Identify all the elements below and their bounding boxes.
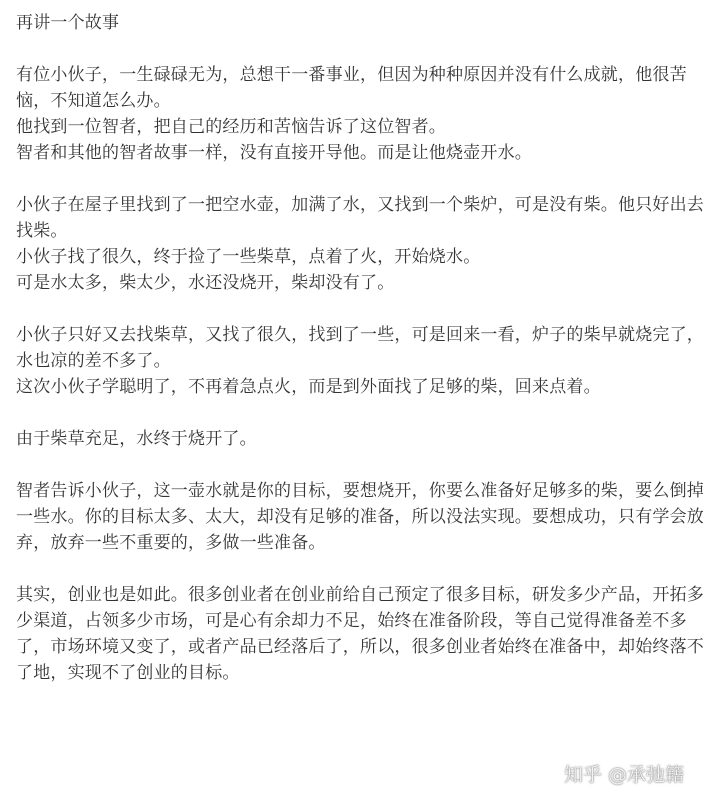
paragraph-gap (16, 296, 710, 322)
paragraph-line: 这次小伙子学聪明了，不再着急点火，而是到外面找了足够的柴，回来点着。 (16, 377, 601, 397)
paragraph-line: 可是水太多，柴太少，水还没烧开，柴却没有了。 (16, 273, 395, 293)
paragraph-gap (16, 400, 710, 426)
zhihu-watermark: 知乎 @承弛籍 (564, 764, 685, 786)
paragraph-line: 他找到一位智者，把自己的经历和苦恼告诉了这位智者。 (16, 117, 446, 137)
paragraph-line: 智者和其他的智者故事一样，没有直接开导他。而是让他烧壶开水。 (16, 143, 532, 163)
paragraph-gap (16, 556, 710, 582)
paragraph-line: 其实，创业也是如此。很多创业者在创业前给自己预定了很多目标，研发多少产品，开拓多少渠道，占领多少市场，可是心有余却力不足，始终在准备阶段，等自己觉得准备差不多了，市场环境又变了，或者产品已经落后了，所以，很多创业者始终在准备中，却始终落不了地，实现不了创业的目标。 (16, 585, 704, 683)
paragraph-line: 小伙子在屋子里找到了一把空水壶，加满了水，又找到一个柴炉，可是没有柴。他只好出去找柴。 (16, 195, 704, 241)
paragraph-line: 小伙子只好又去找柴草，又找了很久，找到了一些，可是回来一看，炉子的柴早就烧完了，水也凉的差不多了。 (16, 325, 704, 371)
paragraph-gap (16, 36, 710, 62)
paragraph-gap (16, 452, 710, 478)
article-body (16, 10, 710, 686)
paragraph-gap (16, 166, 710, 192)
article-title: 再讲一个故事 (16, 13, 120, 33)
paragraph-line: 小伙子找了很久，终于捡了一些柴草，点着了火，开始烧水。 (16, 247, 481, 267)
paragraph-line: 由于柴草充足，水终于烧开了。 (16, 429, 257, 449)
paragraph-line: 智者告诉小伙子，这一壶水就是你的目标，要想烧开，你要么准备好足够多的柴，要么倒掉一些水。你的目标太多、太大，却没有足够的准备，所以没法实现。要想成功，只有学会放弃，放弃一些不重要的，多做一些准备。 (16, 481, 704, 553)
paragraph-line: 有位小伙子，一生碌碌无为，总想干一番事业，但因为种种原因并没有什么成就，他很苦恼，不知道怎么办。 (16, 65, 687, 111)
